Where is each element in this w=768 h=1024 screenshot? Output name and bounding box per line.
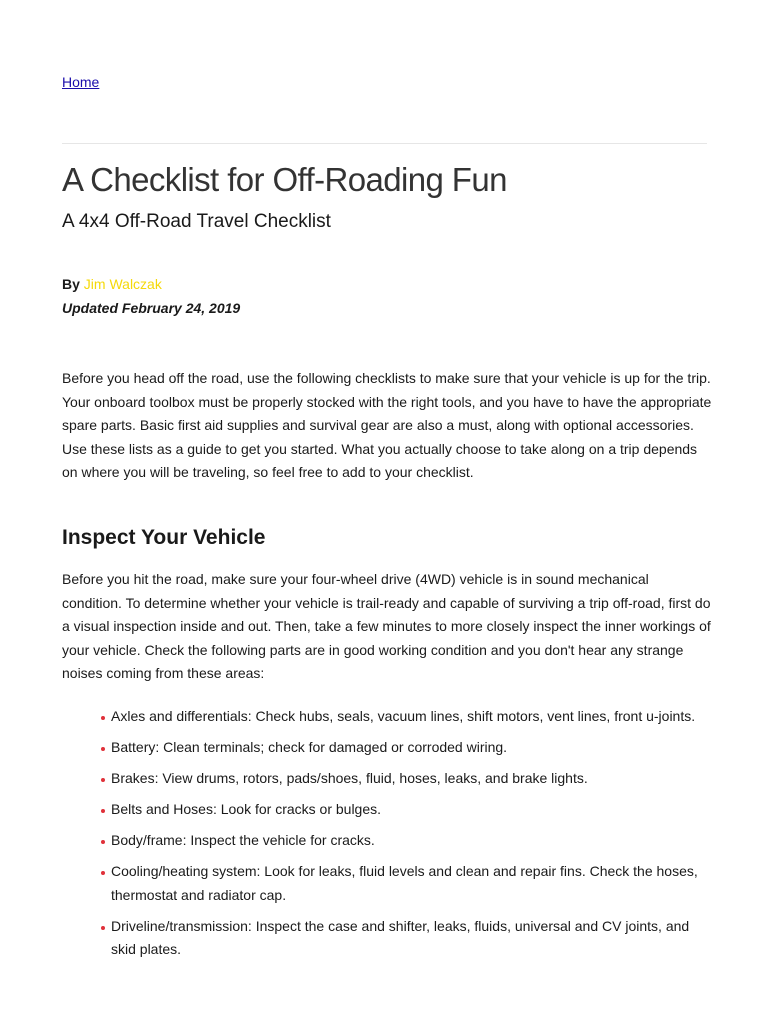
list-item-text: Belts and Hoses: Look for cracks or bulges. [111,801,382,817]
byline-label: By [62,276,80,292]
bullet-icon [101,747,105,751]
section-paragraph: Before you hit the road, make sure your four-wheel drive (4WD) vehicle is in sound mechanical condition. To determine whether your vehicle is trail-ready and capable of surviving a trip off-road, first do a visual inspection inside and out. Then, take a few minutes to more closely inspect the inner workings of your vehicle. Check the following parts are in good working condition and you don't hear any strange noises coming from these areas: [62,571,711,681]
list-item-text: Driveline/transmission: Inspect the case and shifter, leaks, fluids, universal and CV joints, and skid plates. [111,917,690,957]
list-item [111,736,711,760]
bullet-icon [101,926,105,930]
updated-date: Updated February 24, 2019 [62,300,241,316]
list-item-text: Brakes: View drums, rotors, pads/shoes, fluid, hoses, leaks, and brake lights. [111,770,588,786]
breadcrumb [62,73,99,91]
list-item [111,767,711,791]
list-item [111,798,711,822]
inspection-checklist [111,705,711,969]
intro-text [62,367,712,485]
list-item [111,705,711,729]
header-divider [62,143,707,144]
list-item [111,860,711,907]
article-title: A Checklist for Off-Roading Fun [62,161,507,198]
bullet-icon [101,871,105,875]
bullet-icon [101,840,105,844]
list-item-text: Battery: Clean terminals; check for damaged or corroded wiring. [111,739,508,755]
list-item [111,915,711,962]
section-heading: Inspect Your Vehicle [62,526,266,549]
breadcrumb-home-link[interactable]: Home [62,74,100,90]
list-item-text: Body/frame: Inspect the vehicle for cracks. [111,832,375,848]
intro-paragraph: Before you head off the road, use the following checklists to make sure that your vehicle is up for the trip. Your onboard toolbox must be properly stocked with the right tools, and you have to have the appropriate spare parts. Basic first aid supplies and survival gear are also a must, along with optional accessories. [62,370,712,433]
article-subtitle: A 4x4 Off-Road Travel Checklist [62,211,331,232]
bullet-icon [101,809,105,813]
intro-paragraph: Use these lists as a guide to get you started. What you actually choose to take along on a trip depends on where you will be traveling, so feel free to add to your checklist. [62,440,698,480]
list-item [111,829,711,853]
list-item-text: Cooling/heating system: Look for leaks, fluid levels and clean and repair fins. Check the hoses, thermostat and radiator cap. [111,863,698,903]
bullet-icon [101,716,105,720]
author-link[interactable]: Jim Walczak [83,276,162,292]
byline [62,274,162,294]
bullet-icon [101,778,105,782]
list-item-text: Axles and differentials: Check hubs, seals, vacuum lines, shift motors, vent lines, front u-joints. [111,708,696,724]
